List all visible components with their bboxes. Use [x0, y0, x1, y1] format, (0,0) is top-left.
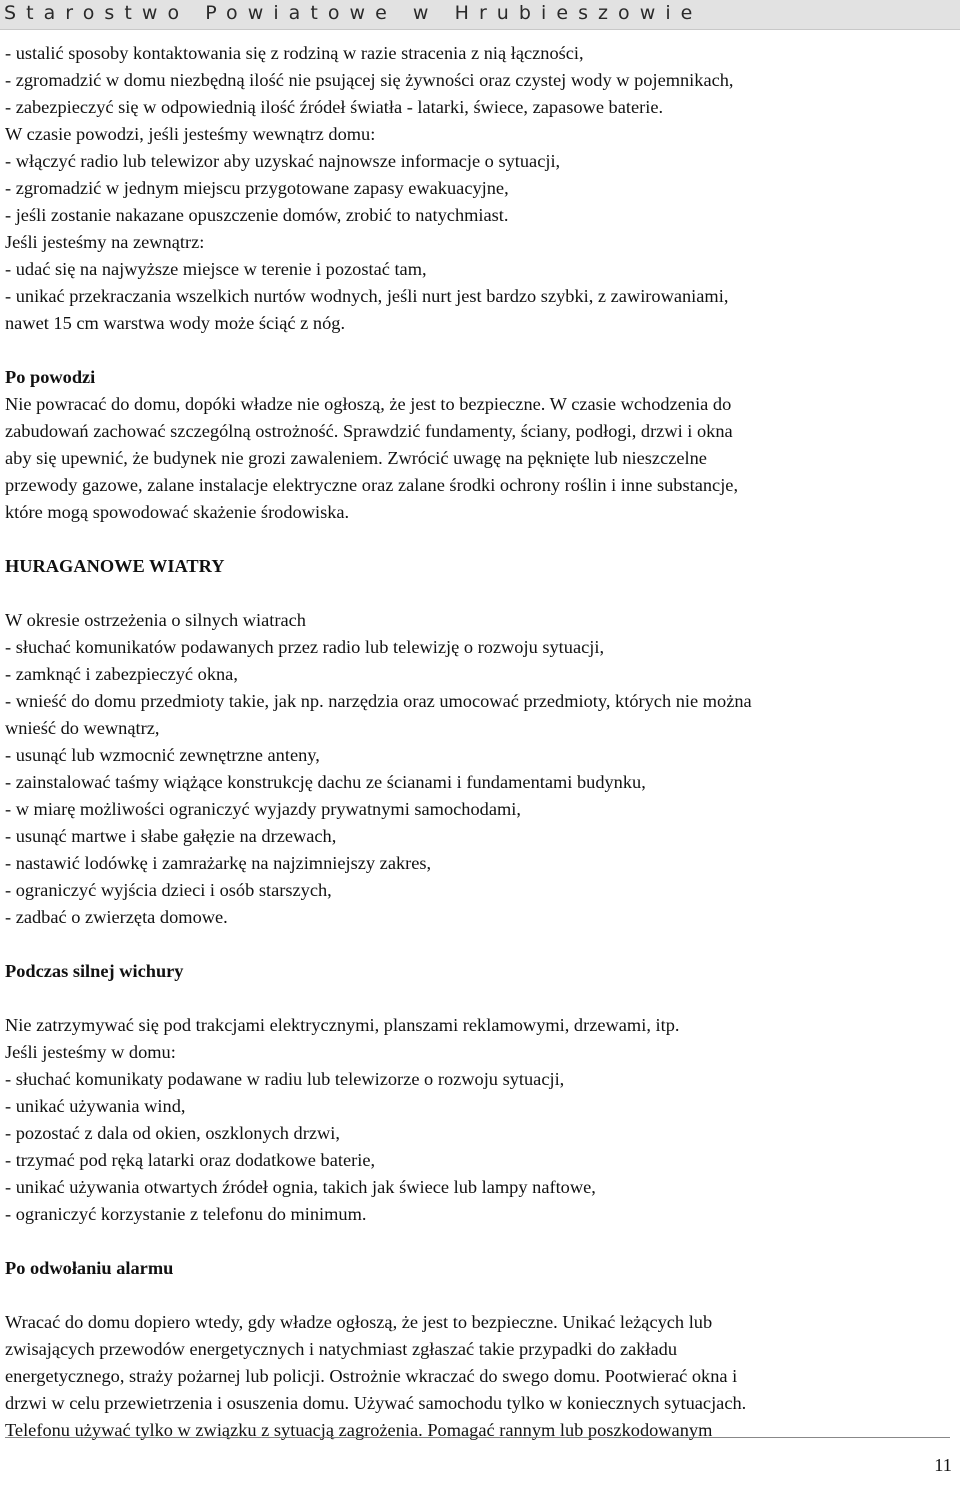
section-heading: Po powodzi [5, 367, 96, 387]
blank-line [5, 580, 957, 607]
text-line: aby się upewnić, że budynek nie grozi zawaleniem. Zwrócić uwagę na pęknięte lub nieszczelne [5, 448, 707, 468]
text-line: W okresie ostrzeżenia o silnych wiatrach [5, 610, 306, 630]
text-line: - usunąć lub wzmocnić zewnętrzne anteny, [5, 745, 320, 765]
text-line: wnieść do wewnątrz, [5, 718, 160, 738]
text-line: - trzymać pod ręką latarki oraz dodatkowe baterie, [5, 1150, 376, 1170]
text-line: - ograniczyć wyjścia dzieci i osób starszych, [5, 880, 332, 900]
text-line: - włączyć radio lub telewizor aby uzyskać najnowsze informacje o sytuacji, [5, 151, 561, 171]
text-line: Nie powracać do domu, dopóki władze nie ogłoszą, że jest to bezpieczne. W czasie wchodzenia do [5, 394, 732, 414]
text-line: drzwi w celu przewietrzenia i osuszenia domu. Używać samochodu tylko w koniecznych sytuacjach. [5, 1393, 747, 1413]
text-line: - słuchać komunikatów podawanych przez radio lub telewizję o rozwoju sytuacji, [5, 637, 605, 657]
text-line: Wracać do domu dopiero wtedy, gdy władze ogłoszą, że jest to bezpieczne. Unikać leżących lub [5, 1312, 713, 1332]
text-line: energetycznego, straży pożarnej lub policji. Ostrożnie wkraczać do swego domu. Pootwierać okna i [5, 1366, 738, 1386]
text-line: - usunąć martwe i słabe gałęzie na drzewach, [5, 826, 337, 846]
text-line: - pozostać z dala od okien, oszklonych drzwi, [5, 1123, 340, 1143]
blank-line [5, 1282, 957, 1309]
text-line: - unikać używania wind, [5, 1096, 186, 1116]
text-line: - ograniczyć korzystanie z telefonu do minimum. [5, 1204, 367, 1224]
text-line: przewody gazowe, zalane instalacje elektryczne oraz zalane środki ochrony roślin i inne substancje, [5, 475, 739, 495]
text-line: Jeśli jesteśmy na zewnątrz: [5, 232, 205, 252]
text-line: Jeśli jesteśmy w domu: [5, 1042, 176, 1062]
text-line: - nastawić lodówkę i zamrażarkę na najzimniejszy zakres, [5, 853, 432, 873]
blank-line [5, 931, 957, 958]
text-line: - unikać przekraczania wszelkich nurtów wodnych, jeśli nurt jest bardzo szybki, z zawirowaniami, [5, 286, 729, 306]
footer-divider [5, 1437, 950, 1438]
text-line: zwisających przewodów energetycznych i natychmiast zgłaszać takie przypadki do zakładu [5, 1339, 678, 1359]
section-heading: HURAGANOWE WIATRY [5, 556, 225, 576]
text-line: które mogą spowodować skażenie środowiska. [5, 502, 350, 522]
blank-line [5, 337, 957, 364]
text-line: - unikać używania otwartych źródeł ognia, takich jak świece lub lampy naftowe, [5, 1177, 596, 1197]
text-line: nawet 15 cm warstwa wody może ściąć z nóg. [5, 313, 346, 333]
text-line: W czasie powodzi, jeśli jesteśmy wewnątrz domu: [5, 124, 376, 144]
blank-line [5, 1228, 957, 1255]
page-number: 11 [934, 1455, 952, 1475]
text-line: - wnieść do domu przedmioty takie, jak np. narzędzia oraz umocować przedmioty, których nie można [5, 691, 752, 711]
text-line: - udać się na najwyższe miejsce w terenie i pozostać tam, [5, 259, 427, 279]
page-header: Starostwo Powiatowe w Hrubieszowie [0, 0, 960, 30]
text-line: - jeśli zostanie nakazane opuszczenie domów, zrobić to natychmiast. [5, 205, 509, 225]
blank-line [5, 985, 957, 1012]
section-heading: Po odwołaniu alarmu [5, 1258, 174, 1278]
text-line: - zamknąć i zabezpieczyć okna, [5, 664, 238, 684]
document-body [5, 40, 957, 1444]
text-line: - zabezpieczyć się w odpowiednią ilość źródeł światła - latarki, świece, zapasowe baterie. [5, 97, 664, 117]
text-line: Telefonu używać tylko w związku z sytuacją zagrożenia. Pomagać rannym lub poszkodowanym [5, 1420, 713, 1440]
section-heading: Podczas silnej wichury [5, 961, 184, 981]
text-line: - w miarę możliwości ograniczyć wyjazdy prywatnymi samochodami, [5, 799, 521, 819]
text-line: Nie zatrzymywać się pod trakcjami elektrycznymi, planszami reklamowymi, drzewami, itp. [5, 1015, 680, 1035]
text-line: - zgromadzić w jednym miejscu przygotowane zapasy ewakuacyjne, [5, 178, 509, 198]
text-line: - zgromadzić w domu niezbędną ilość nie psującej się żywności oraz czystej wody w pojemnikach, [5, 70, 734, 90]
text-line: - słuchać komunikaty podawane w radiu lub telewizorze o rozwoju sytuacji, [5, 1069, 565, 1089]
text-line: - ustalić sposoby kontaktowania się z rodziną w razie stracenia z nią łączności, [5, 43, 584, 63]
blank-line [5, 526, 957, 553]
text-line: zabudowań zachować szczególną ostrożność. Sprawdzić fundamenty, ściany, podłogi, drzwi i okna [5, 421, 733, 441]
text-line: - zainstalować taśmy wiążące konstrukcję dachu ze ścianami i fundamentami budynku, [5, 772, 646, 792]
text-line: - zadbać o zwierzęta domowe. [5, 907, 228, 927]
